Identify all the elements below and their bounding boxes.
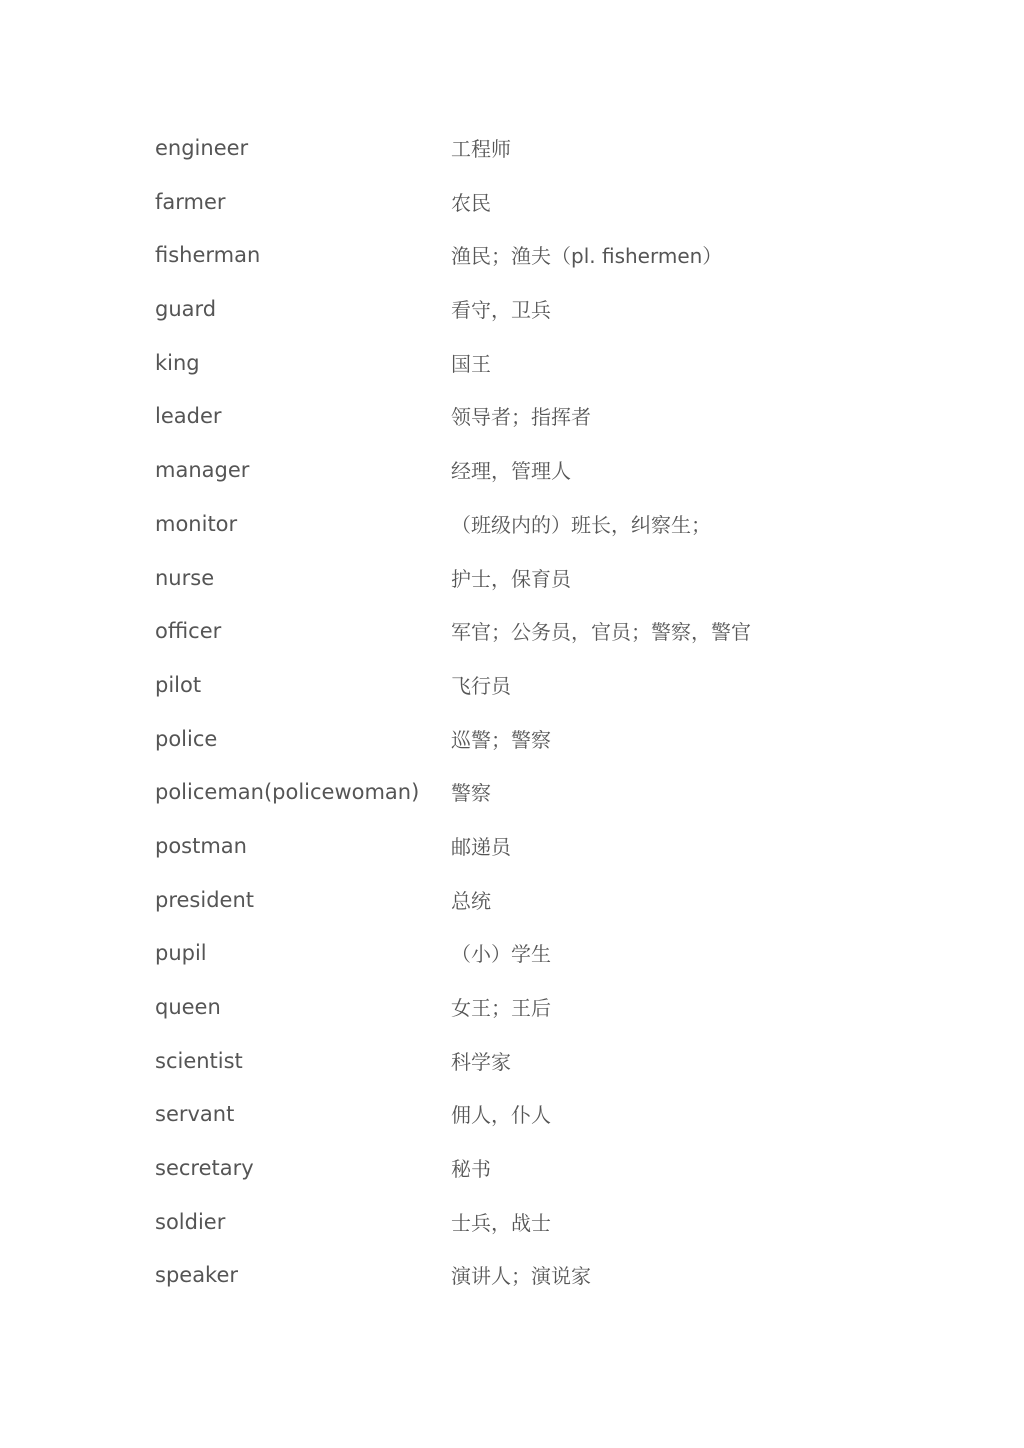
- english-word: postman: [155, 833, 247, 858]
- english-word: fisherman: [155, 243, 261, 268]
- chinese-meaning: 女王；王后: [451, 996, 551, 1020]
- vocab-row: [155, 126, 915, 180]
- chinese-meaning: 秘书: [451, 1157, 491, 1182]
- english-word: guard: [155, 297, 217, 322]
- english-word: secretary: [155, 1156, 254, 1181]
- vocab-row: [155, 1253, 915, 1307]
- vocab-row: [155, 341, 915, 395]
- english-word: engineer: [155, 136, 249, 160]
- chinese-meaning: 士兵，战士: [451, 1210, 551, 1235]
- vocab-row: [155, 985, 915, 1039]
- chinese-meaning: 演讲人；演说家: [451, 1264, 591, 1289]
- english-word: nurse: [155, 565, 215, 590]
- vocab-row: [155, 233, 915, 287]
- english-word: speaker: [155, 1263, 239, 1288]
- vocab-row: [155, 1092, 915, 1146]
- vocab-row: [155, 717, 915, 771]
- vocab-row: [155, 448, 915, 502]
- vocab-row: [155, 770, 915, 824]
- chinese-meaning: （小）学生: [451, 942, 551, 967]
- chinese-meaning: 警察: [451, 781, 491, 806]
- english-word: president: [155, 887, 254, 912]
- english-word: leader: [155, 404, 222, 429]
- vocab-row: [155, 1039, 915, 1093]
- vocab-row: [155, 502, 915, 556]
- vocab-row: [155, 180, 915, 234]
- vocab-row: [155, 1146, 915, 1200]
- english-word: police: [155, 726, 218, 751]
- english-word: servant: [155, 1102, 235, 1127]
- vocab-row: [155, 931, 915, 985]
- chinese-meaning: 农民: [451, 190, 491, 215]
- english-word: king: [155, 350, 200, 375]
- chinese-meaning: 看守，卫兵: [451, 298, 551, 323]
- vocab-row: [155, 609, 915, 663]
- chinese-meaning: 科学家: [451, 1049, 511, 1074]
- english-word: policeman(policewoman): [155, 780, 420, 805]
- vocab-row: [155, 878, 915, 932]
- vocab-row: [155, 287, 915, 341]
- chinese-meaning: 经理，管理人: [451, 459, 571, 484]
- vocab-row: [155, 1200, 915, 1254]
- chinese-meaning: 领导者；指挥者: [451, 405, 591, 430]
- chinese-meaning: 巡警；警察: [451, 727, 551, 752]
- vocab-row: [155, 663, 915, 717]
- english-word: officer: [155, 619, 222, 644]
- chinese-meaning: 工程师: [451, 137, 511, 161]
- vocab-row: [155, 824, 915, 878]
- english-word: queen: [155, 995, 221, 1019]
- english-word: manager: [155, 458, 250, 483]
- chinese-meaning: 国王: [451, 351, 491, 376]
- english-word: soldier: [155, 1209, 226, 1234]
- english-word: pupil: [155, 941, 207, 966]
- chinese-meaning: 飞行员: [451, 673, 511, 698]
- chinese-meaning: 护士，保育员: [451, 566, 571, 591]
- english-word: pilot: [155, 672, 202, 697]
- chinese-meaning: 总统: [451, 888, 491, 913]
- chinese-meaning: 渔民；渔夫（pl. fishermen）: [451, 244, 723, 269]
- english-word: scientist: [155, 1048, 243, 1073]
- chinese-meaning: 邮递员: [451, 834, 511, 859]
- english-word: monitor: [155, 511, 238, 536]
- vocabulary-list: [155, 126, 915, 1307]
- english-word: farmer: [155, 189, 226, 214]
- chinese-meaning: 佣人，仆人: [451, 1103, 551, 1128]
- vocab-row: [155, 394, 915, 448]
- chinese-meaning: （班级内的）班长，纠察生；: [451, 512, 711, 537]
- vocab-row: [155, 556, 915, 610]
- chinese-meaning: 军官；公务员，官员；警察，警官: [451, 620, 751, 645]
